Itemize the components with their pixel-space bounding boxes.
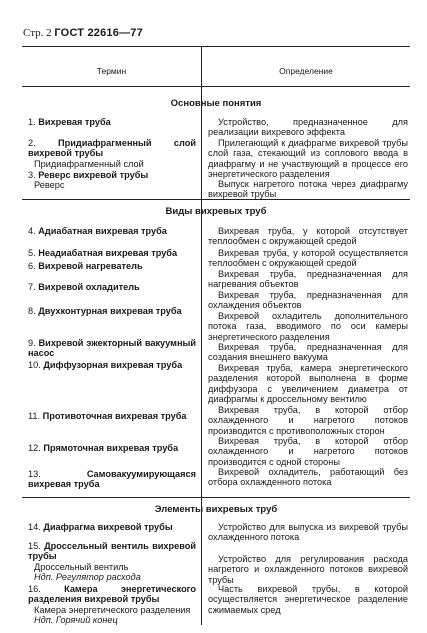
definition-6: Вихревая труба, предназначенная для нагревания объектов: [208, 269, 408, 290]
term-8: 8. Двухконтурная вихревая труба: [28, 306, 182, 316]
table-header-rule: [22, 86, 410, 87]
definition-2: Прилегающий к диафрагме вихревой трубы слой газа, стекающий из соплового ввода в диафрагму и не участвующий в процессе его энергетического разделения: [208, 138, 408, 179]
section-title: Виды вихревых труб: [165, 206, 267, 217]
page-header: [23, 27, 143, 39]
definition-4: Вихревая труба, у которой отсутствует теплообмен с окружающей средой: [208, 226, 408, 247]
definition-7: Вихревая труба, предназначенная для охлаждения объектов: [208, 290, 408, 311]
definition-13: Вихревой охладитель, работающий без отбора охлажденного потока: [208, 467, 408, 488]
definition-12: Вихревая труба, в которой отбор охлажденного и нагретого потоков производится с одной стороны: [208, 436, 408, 467]
term-4: 4. Адиабатная вихревая труба: [28, 226, 167, 236]
term-2: 2. Придиафрагменный слой вихревой трубы Придиафрагменный слой: [28, 138, 196, 169]
definition-1: Устройство, предназначенное для реализации вихревого эффекта: [208, 117, 408, 138]
column-header-definition: Определение: [279, 66, 333, 76]
page-number: Стр. 2: [23, 27, 52, 39]
definition-8: Вихревой охладитель дополнительного потока газа, вводимого по оси камеры энергетического разделения: [208, 311, 408, 342]
definition-11: Вихревая труба, в которой отбор охлажденного и нагретого потоков производится с противоположных сторон: [208, 405, 408, 436]
column-header-terms: Термин: [96, 66, 127, 76]
definition-9: Вихревая труба, предназначенная для создания внешнего вакуума: [208, 342, 408, 363]
definition-3: Выпуск нагретого потока через диафрагму вихревой трубы: [208, 179, 408, 200]
term-9: 9. Вихревой эжекторный вакуумный насос: [28, 338, 196, 359]
definition-15: Устройство для регулирования расхода нагретого и охлажденного потоков вихревой трубы: [208, 554, 408, 585]
definition-5: Вихревая труба, у которой осуществляется теплообмен с окружающей средой: [208, 248, 408, 269]
section-title: Элементы вихревых труб: [154, 504, 278, 515]
standard-number: ГОСТ 22616—77: [54, 27, 143, 39]
table-top-rule: [22, 46, 410, 47]
term-6: 6. Вихревой нагреватель: [28, 261, 143, 271]
column-divider-section-3: [201, 497, 202, 625]
term-14: 14. Диафрагма вихревой трубы: [28, 522, 173, 532]
term-16: 16. Камера энергетического разделения вихревой трубы Камера энергетического разделения Ндп. Горячий конец: [28, 584, 196, 625]
term-12: 12. Прямоточная вихревая труба: [28, 443, 179, 453]
section-title: Основные понятия: [170, 98, 262, 109]
term-1: 1. Вихревая труба: [28, 117, 111, 127]
term-13: 13. Самовакуумирующаяся вихревая труба: [28, 469, 196, 490]
term-3: 3. Реверс вихревой трубы Реверс: [28, 170, 149, 191]
term-11: 11. Противоточная вихревая труба: [28, 411, 187, 421]
column-divider-section-1: [201, 86, 202, 199]
term-5: 5. Неадиабатная вихревая труба: [28, 248, 178, 258]
definition-14: Устройство для выпуска из вихревой трубы охлажденного потока: [208, 522, 408, 543]
term-15: 15. Дроссельный вентиль вихревой трубы Дроссельный вентиль Ндп. Регулятор расхода: [28, 541, 196, 582]
section-rule: [22, 199, 410, 200]
term-10: 10. Диффузорная вихревая труба: [28, 360, 183, 370]
column-divider-section-2: [201, 199, 202, 497]
definition-16: Часть вихревой трубы, в которой осуществляется энергетическое разделение сжимаемых сред: [208, 584, 408, 615]
term-7: 7. Вихревой охладитель: [28, 282, 140, 292]
definition-10: Вихревая труба, камера энергетического разделения которой выполнена в форме диффузора с увеличением диаметра от диафрагмы к дроссельному вентилю: [208, 363, 408, 404]
section-rule: [22, 497, 410, 498]
